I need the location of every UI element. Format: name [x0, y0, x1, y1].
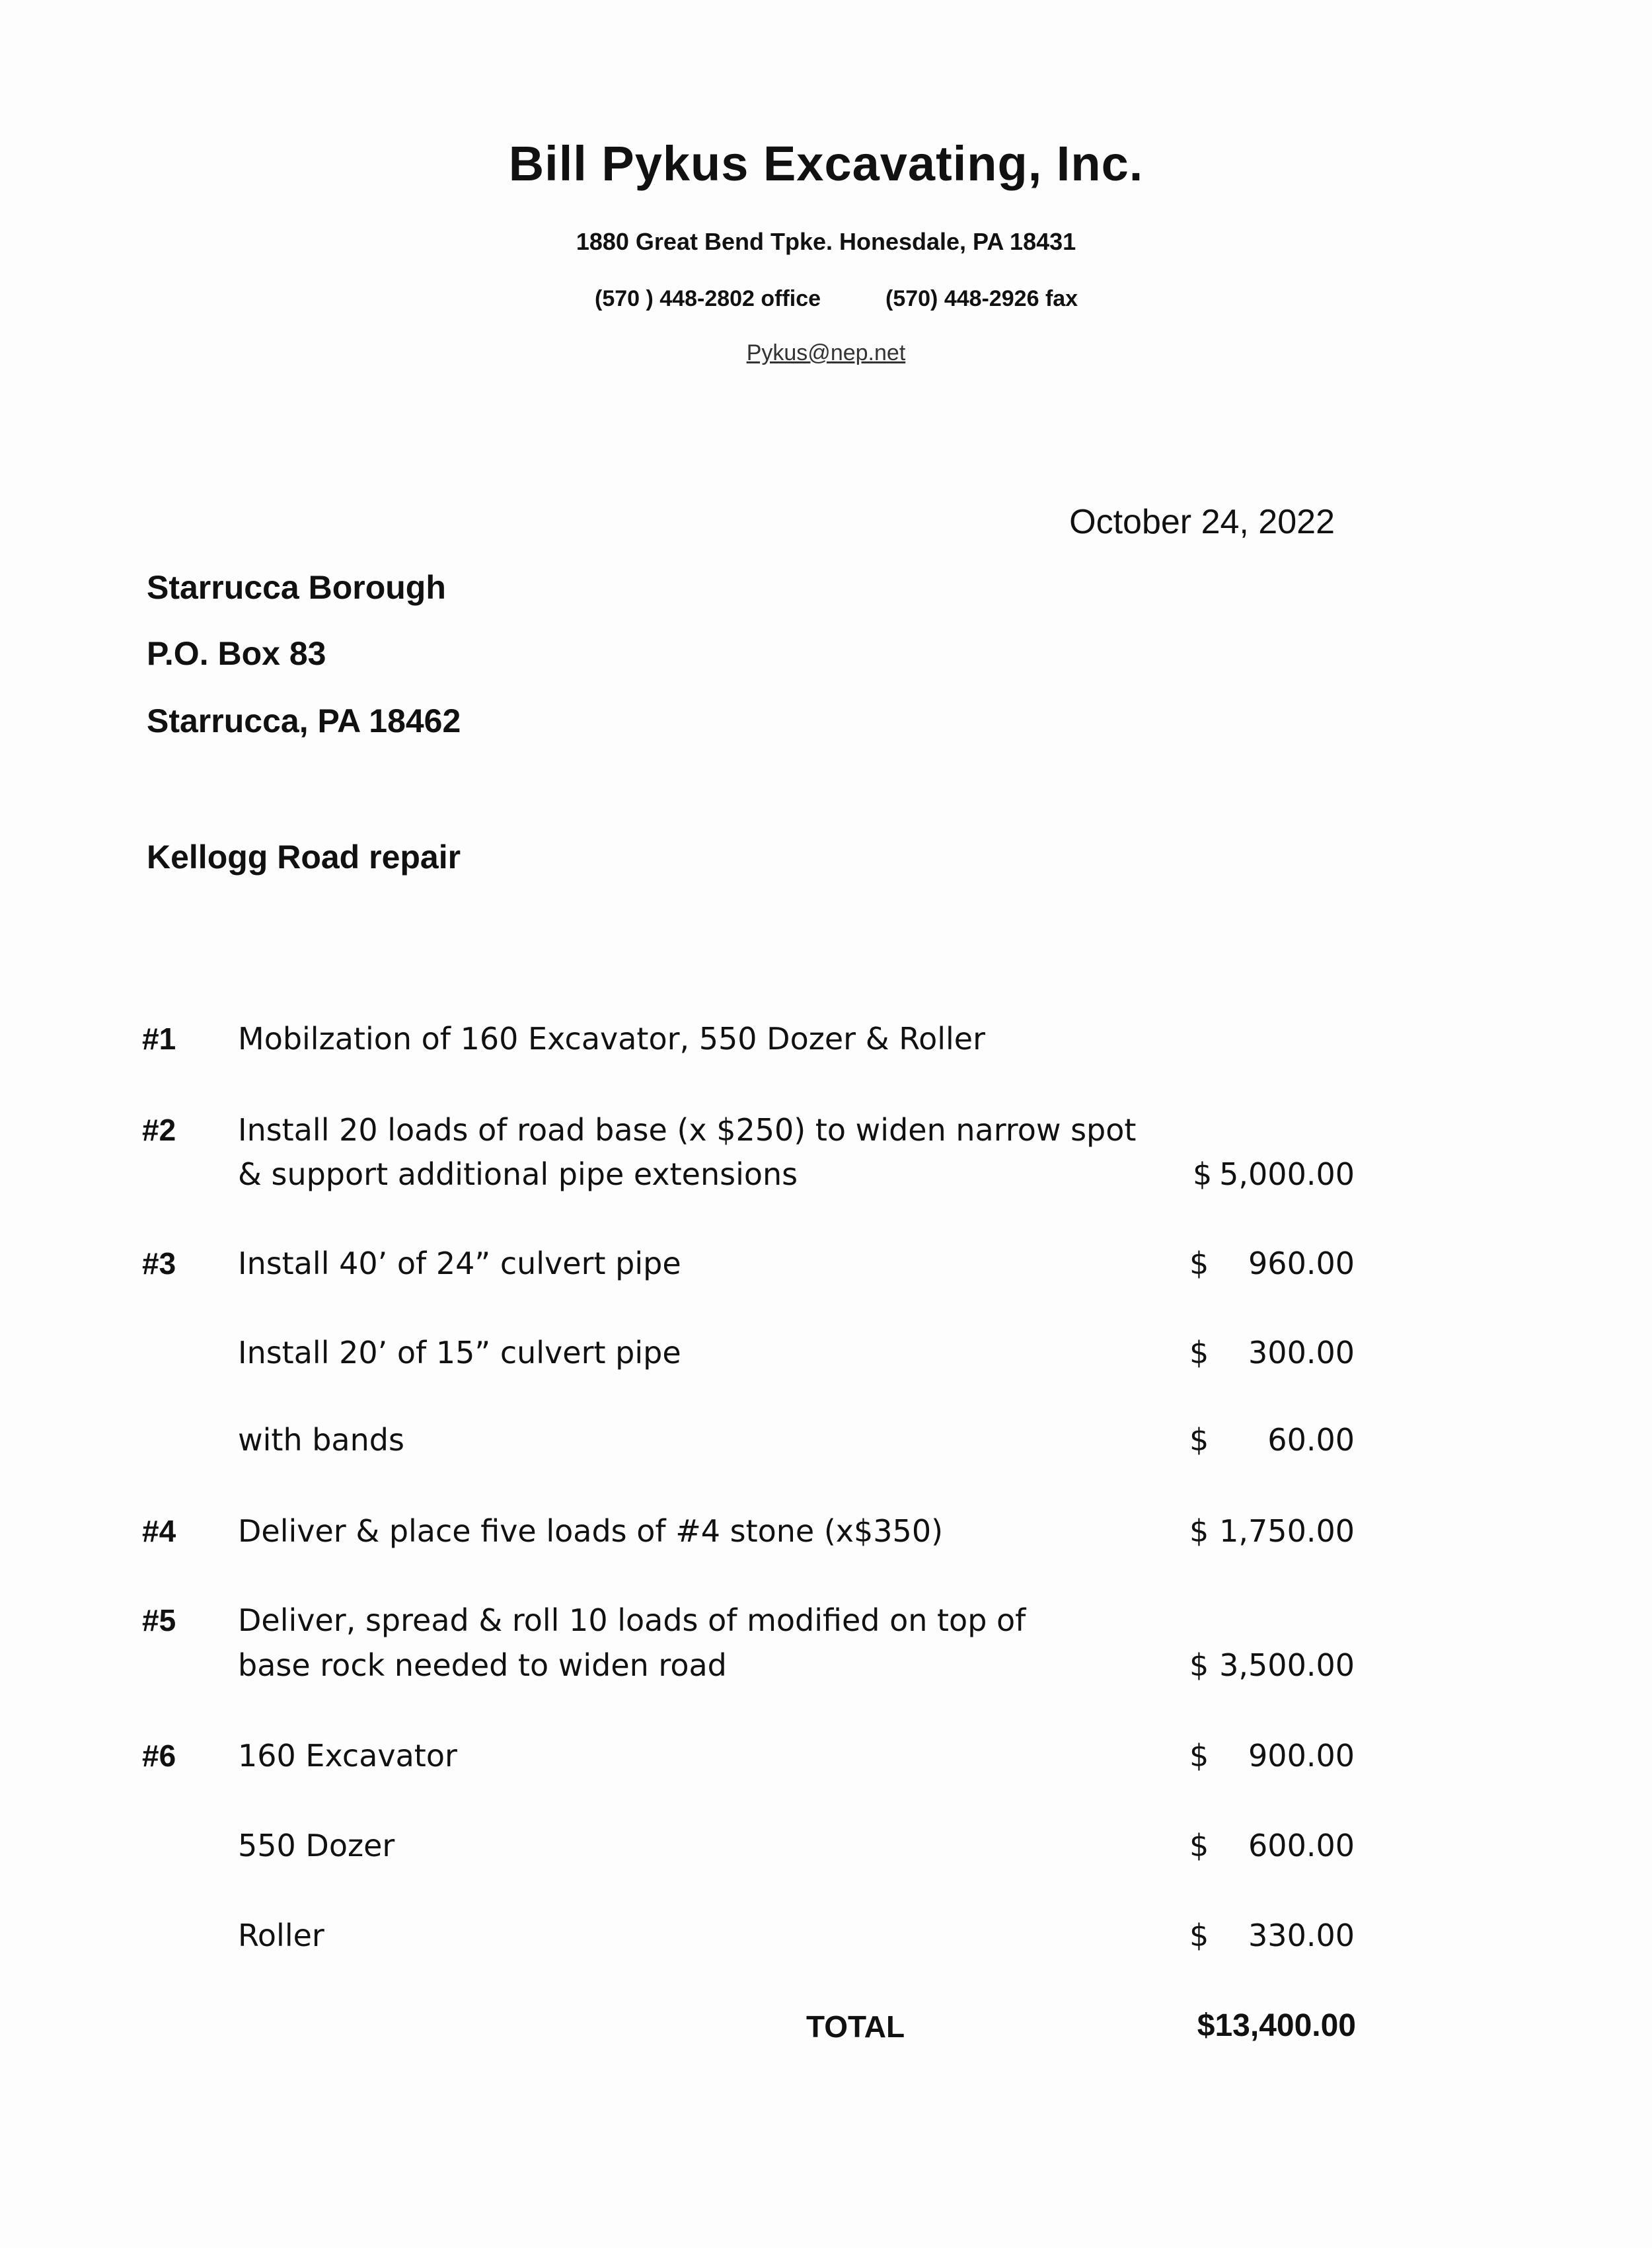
company-name: Bill Pykus Excavating, Inc.	[508, 136, 1144, 191]
item-number: #2	[142, 1113, 176, 1147]
item-dollar-sign: $	[1189, 1335, 1209, 1370]
company-email: Pykus@nep.net	[746, 340, 906, 365]
item-amount: 1,750.00	[1219, 1513, 1355, 1549]
item-amount: 600.00	[1248, 1828, 1355, 1863]
total-amount: $13,400.00	[1197, 2008, 1356, 2043]
item-dollar-sign: $	[1189, 1828, 1209, 1863]
total-label: TOTAL	[806, 2009, 905, 2044]
item-description: Mobilzation of 160 Excavator, 550 Dozer & Roller	[238, 1021, 986, 1057]
recipient-name: Starrucca Borough	[147, 569, 446, 606]
item-description: Deliver & place five loads of #4 stone (x$350)	[238, 1513, 944, 1549]
item-dollar-sign: $	[1189, 1422, 1209, 1458]
item-amount: 60.00	[1267, 1422, 1355, 1458]
item-description: Install 20 loads of road base (x $250) to widen narrow spot	[238, 1112, 1137, 1148]
item-description-cont: & support additional pipe extensions	[238, 1156, 798, 1192]
item-description: with bands	[238, 1422, 404, 1458]
letter-date: October 24, 2022	[1069, 503, 1335, 541]
item-number: #6	[142, 1739, 176, 1773]
item-amount: 900.00	[1248, 1738, 1355, 1774]
item-dollar-sign: $	[1189, 1246, 1209, 1281]
item-description-cont: base rock needed to widen road	[238, 1647, 727, 1683]
item-dollar-sign: $	[1189, 1647, 1209, 1683]
item-number: #1	[142, 1022, 176, 1056]
item-description: Install 40’ of 24” culvert pipe	[238, 1246, 681, 1281]
item-description: Deliver, spread & roll 10 loads of modified on top of	[238, 1602, 1026, 1638]
item-amount: 3,500.00	[1219, 1647, 1355, 1683]
item-dollar-sign: $	[1193, 1156, 1213, 1192]
subject-line: Kellogg Road repair	[147, 839, 461, 876]
item-description: Roller	[238, 1918, 324, 1953]
item-number: #5	[142, 1603, 176, 1637]
company-address: 1880 Great Bend Tpke. Honesdale, PA 18431	[576, 228, 1076, 255]
item-number: #4	[142, 1514, 176, 1548]
item-dollar-sign: $	[1189, 1918, 1209, 1953]
item-amount: 330.00	[1248, 1918, 1355, 1953]
item-description: 550 Dozer	[238, 1828, 395, 1863]
office-phone: (570 ) 448-2802 office	[595, 286, 821, 311]
item-dollar-sign: $	[1189, 1738, 1209, 1774]
item-amount: 300.00	[1248, 1335, 1355, 1370]
item-description: Install 20’ of 15” culvert pipe	[238, 1335, 681, 1370]
fax-number: (570) 448-2926 fax	[885, 286, 1078, 311]
item-amount: 5,000.00	[1219, 1156, 1355, 1192]
recipient-po-box: P.O. Box 83	[147, 635, 326, 672]
item-amount: 960.00	[1248, 1246, 1355, 1281]
item-dollar-sign: $	[1189, 1513, 1209, 1549]
item-number: #3	[142, 1246, 176, 1281]
recipient-city: Starrucca, PA 18462	[147, 702, 461, 739]
item-description: 160 Excavator	[238, 1738, 457, 1774]
